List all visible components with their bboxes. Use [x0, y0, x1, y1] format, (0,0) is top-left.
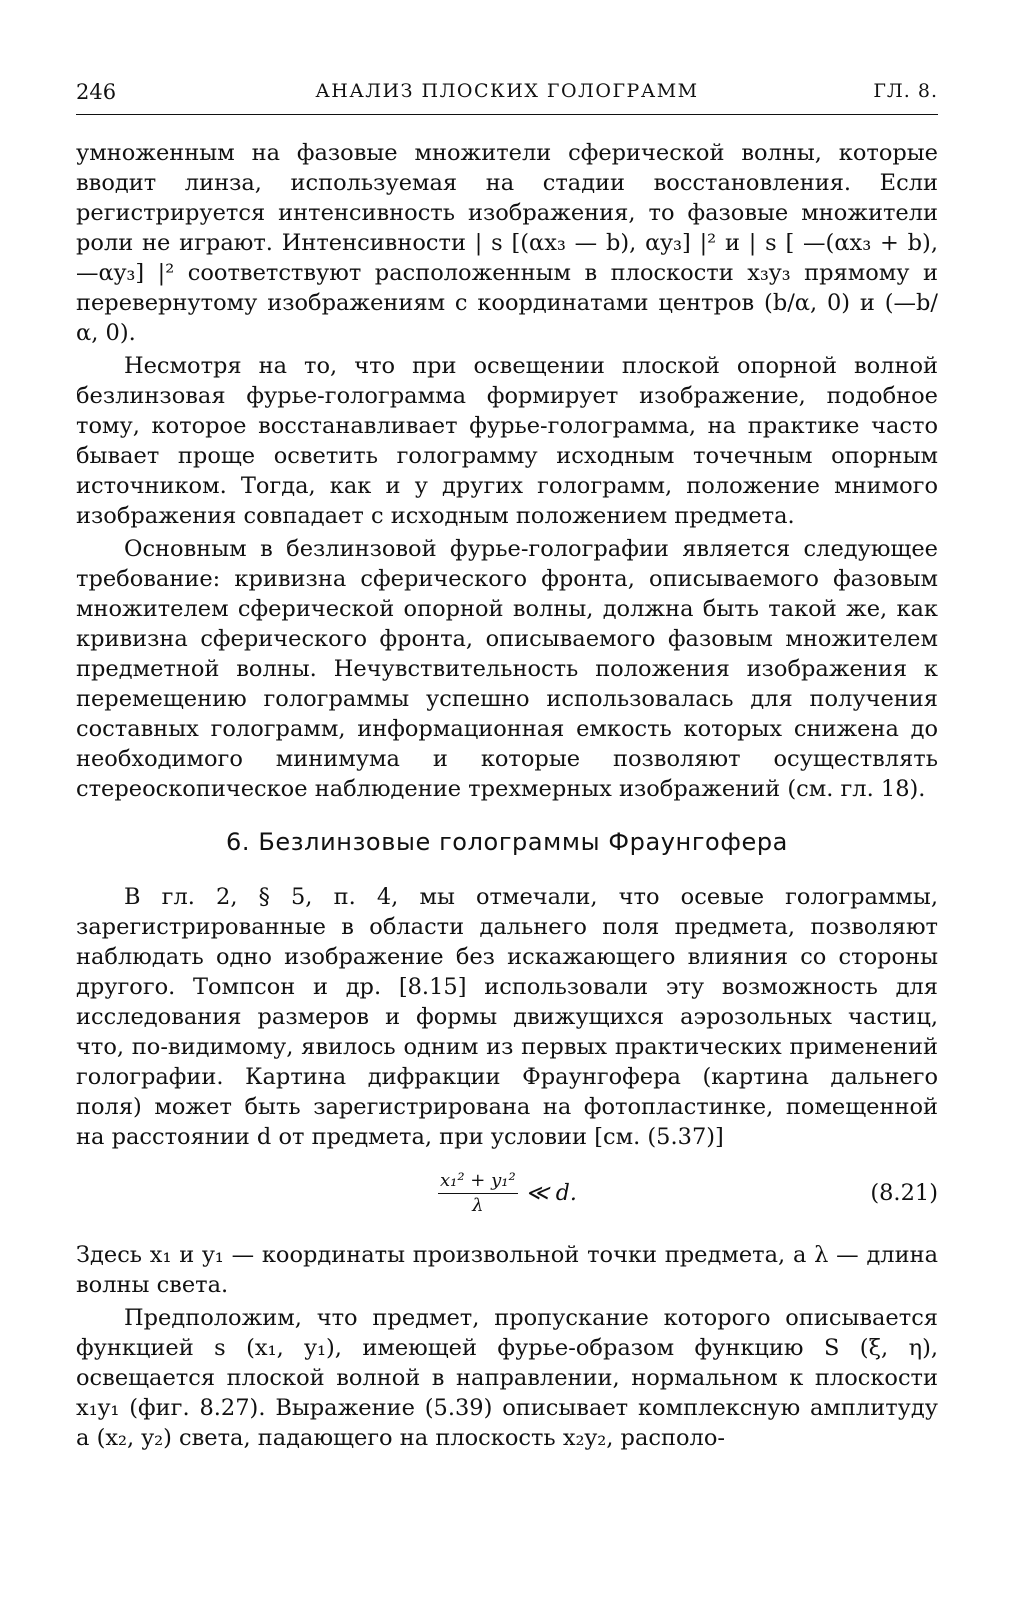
section-heading: 6. Безлинзовые голограммы Фраунгофера — [226, 828, 788, 856]
chapter-label: ГЛ. 8. — [873, 80, 938, 102]
fraction-denominator: λ — [472, 1195, 484, 1216]
paragraph: Основным в безлинзовой фурье-голографии является следующее требование: кривизна сферического фронта, описываемого фазовым множителем сферической опорной волны, должна быть такой же, как кривизна сферического фронта, описываемого фазовым множителем предметной волны. Нечувствительность положения изображения к перемещению голограммы успешно использовалась для получения составных голограмм, информационная емкость которых снижена до необходимого минимума и которые позволяют осуществлять стереоскопическое наблюдение трехмерных изображений (см. гл. 18). — [76, 536, 938, 802]
equation-8-21 — [76, 1166, 938, 1228]
equation-relation: ≪ d. — [525, 1181, 577, 1206]
running-title: АНАЛИЗ ПЛОСКИХ ГОЛОГРАММ — [315, 80, 699, 102]
equation-expression — [438, 1170, 577, 1217]
paragraph: В гл. 2, § 5, п. 4, мы отмечали, что осевые голограммы, зарегистрированные в области дальнего поля предмета, позволяют наблюдать одно изображение без искажающего влияния со стороны другого. Томпсон и др. [8.15] использовали эту возможность для исследования размеров и формы движущихся аэрозольных частиц, что, по-видимому, явилось одним из первых практических применений голографии. Картина дифракции Фраунгофера (картина дальнего поля) может быть зарегистрирована на фотопластинке, помещенной на расстоянии d от предмета, при условии [см. (5.37)] — [76, 884, 938, 1150]
fraction — [438, 1170, 518, 1217]
equation-number: (8.21) — [870, 1180, 938, 1206]
page-body — [76, 138, 938, 1453]
paragraph-continued: умноженным на фазовые множители сферической волны, которые вводит линза, используемая на стадии восстановления. Если регистрируется интенсивность изображения, то фазовые множители роли не играют. Интенсивности | s [(αx₃ — b), αy₃] |² и | s [ —(αx₃ + b), —αy₃] |² соответствуют расположенным в плоскости x₃y₃ прямому и перевернутому изображениям с координатами центров (b/α, 0) и (—b/α, 0). — [76, 140, 938, 346]
page-number: 246 — [76, 80, 117, 104]
fraction-numerator: x₁² + y₁² — [438, 1170, 518, 1194]
paragraph: Предположим, что предмет, пропускание которого описывается функцией s (x₁, y₁), имеющей фурье-образом функцию S (ξ, η), освещается плоской волной в направлении, нормальном к плоскости x₁y₁ (фиг. 8.27). Выражение (5.39) описывает комплексную амплитуду a (x₂, y₂) света, падающего на плоскость x₂y₂, располо- — [76, 1305, 938, 1451]
paragraph: Несмотря на то, что при освещении плоской опорной волной безлинзовая фурье-голограмма формирует изображение, подобное тому, которое восстанавливает фурье-голограмма, на практике часто бывает проще осветить голограмму исходным точечным опорным источником. Тогда, как и у других голограмм, положение мнимого изображения совпадает с исходным положением предмета. — [76, 353, 938, 529]
paragraph: Здесь x₁ и y₁ — координаты произвольной точки предмета, а λ — длина волны света. — [76, 1242, 938, 1298]
page-header — [76, 80, 938, 115]
